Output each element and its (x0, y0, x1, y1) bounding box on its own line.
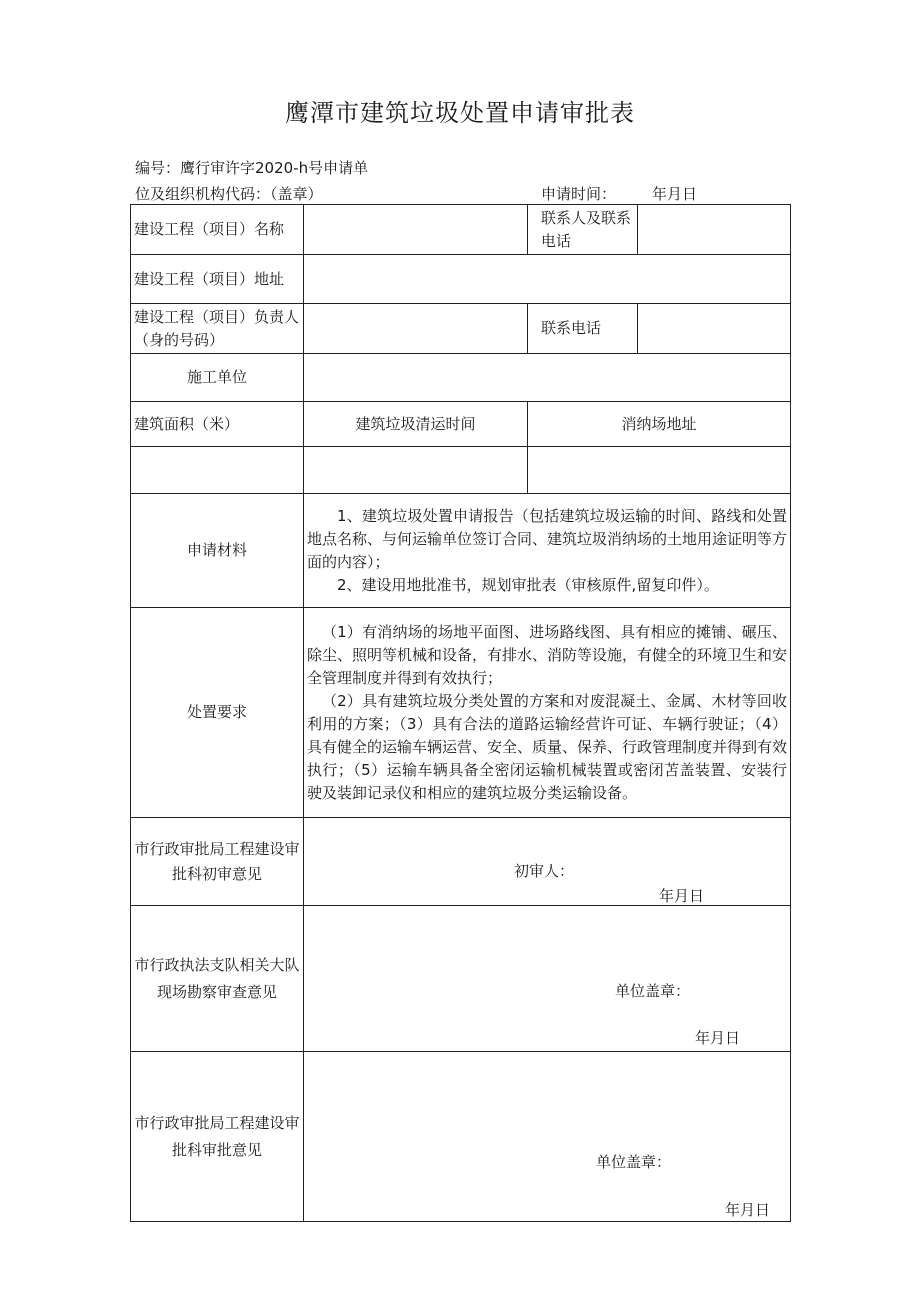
opinion1-area[interactable] (304, 818, 791, 906)
requirements-content (304, 608, 791, 818)
table-row (131, 1052, 791, 1222)
contact-person-value[interactable] (638, 205, 791, 255)
table-row (131, 494, 791, 608)
applicant-unit-label: 位及组织机构代码：（盖章） (135, 185, 323, 203)
materials-item-2: 2、建设用地批准书，规划审批表（审核原件,留复印件）。 (337, 575, 719, 594)
opinion2-seal: 单位盖章： (615, 982, 691, 1000)
opinion1-date: 年月日 (659, 887, 705, 905)
opinion3-label: 市行政审批局工程建设审批科审批意见 (131, 1052, 304, 1222)
table-row (131, 608, 791, 818)
page-title: 鹰潭市建筑垃圾处置申请审批表 (285, 99, 635, 127)
materials-content (304, 494, 791, 608)
clearance-time-label: 建筑垃圾清运时间 (304, 402, 528, 447)
opinion2-date: 年月日 (695, 1029, 741, 1047)
requirements-item-1: （1）有消纳场的场地平面图、进场路线图、具有相应的摊铺、碾压、除尘、照明等机械和设备，有排水、消防等设施，有健全的环境卫生和安全管理制度并得到有效执行； (307, 622, 788, 687)
apply-time-label: 申请时间： (541, 185, 617, 203)
clearance-time-value[interactable] (304, 447, 528, 494)
opinion3-seal: 单位盖章： (596, 1153, 672, 1171)
apply-time-value: 年月日 (652, 185, 698, 203)
materials-item-1: 1、建筑垃圾处置申请报告（包括建筑垃圾运输的时间、路线和处置地点名称、与何运输单位签订合同、建筑垃圾消纳场的土地用途证明等方面的内容）； (307, 506, 788, 571)
table-row (131, 906, 791, 1052)
building-area-label: 建筑面积（米） (131, 402, 304, 447)
project-name-label: 建设工程（项目）名称 (131, 205, 304, 255)
project-address-label: 建设工程（项目）地址 (131, 255, 304, 304)
project-leader-label: 建设工程（项目）负责人（身的号码） (131, 304, 304, 354)
table-row (131, 818, 791, 906)
opinion3-area[interactable] (304, 1052, 791, 1222)
opinion2-label: 市行政执法支队相关大队现场勘察审查意见 (131, 906, 304, 1052)
table-row (131, 402, 791, 447)
table-row (131, 447, 791, 494)
table-row (131, 205, 791, 255)
table-row (131, 354, 791, 402)
opinion2-area[interactable] (304, 906, 791, 1052)
building-area-value[interactable] (131, 447, 304, 494)
opinion1-label: 市行政审批局工程建设审批科初审意见 (131, 818, 304, 906)
contact-person-label: 联系人及联系电话 (528, 205, 638, 255)
project-leader-value[interactable] (304, 304, 528, 354)
requirements-item-2: （2）具有建筑垃圾分类处置的方案和对废混凝土、金属、木材等回收利用的方案；（3）具有合法的道路运输经营许可证、车辆行驶证；（4）具有健全的运输车辆运营、安全、质量、保养、行政管理制度并得到有效执行；（5）运输车辆具备全密闭运输机械装置或密闭苫盖装置、安装行驶及装卸记录仪和相应的建筑垃圾分类运输设备。 (307, 691, 788, 802)
approval-form-table (130, 204, 791, 1222)
table-row (131, 255, 791, 304)
disposal-site-label: 消纳场地址 (528, 402, 791, 447)
contact-phone-label: 联系电话 (528, 304, 638, 354)
project-name-value[interactable] (304, 205, 528, 255)
disposal-site-value[interactable] (528, 447, 791, 494)
materials-label: 申请材料 (131, 494, 304, 608)
form-number: 编号：鹰行审许字2020-h号申请单 (135, 159, 369, 177)
table-row (131, 304, 791, 354)
requirements-label: 处置要求 (131, 608, 304, 818)
project-address-value[interactable] (304, 255, 791, 304)
construction-unit-value[interactable] (304, 354, 791, 402)
contact-phone-value[interactable] (638, 304, 791, 354)
opinion3-date: 年月日 (725, 1201, 771, 1219)
construction-unit-label: 施工单位 (131, 354, 304, 402)
opinion1-signer: 初审人： (514, 862, 575, 880)
